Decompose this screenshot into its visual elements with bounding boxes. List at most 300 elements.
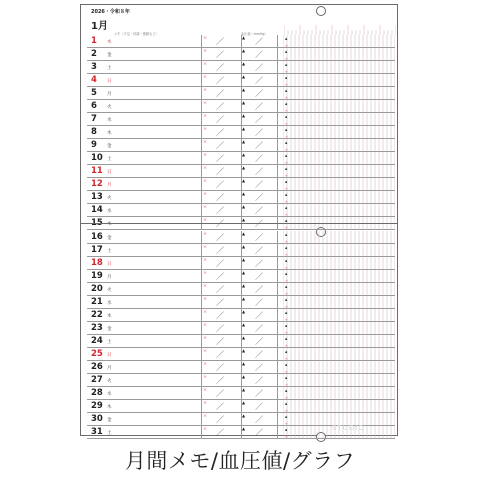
column-divider xyxy=(277,113,278,125)
graph-star-mark: ＊ xyxy=(285,95,289,99)
graph-triangle-mark: ▲ xyxy=(285,401,288,406)
day-number: 19 xyxy=(91,271,103,281)
graph-star-mark: ＊ xyxy=(285,304,289,308)
star-mark: ＊ xyxy=(203,74,207,79)
day-number: 25 xyxy=(91,349,103,359)
column-divider xyxy=(201,322,202,334)
weekday-label: 木 xyxy=(107,40,112,45)
day-number: 12 xyxy=(91,179,103,189)
blood-pressure-graph-grid[interactable] xyxy=(283,244,395,256)
graph-star-mark: ＊ xyxy=(285,225,289,229)
graph-triangle-mark: ▲ xyxy=(285,258,288,263)
graph-star-mark: ＊ xyxy=(285,43,289,47)
bp-evening-slash: ／ xyxy=(255,141,263,150)
triangle-mark: ▲ xyxy=(242,335,246,340)
graph-triangle-mark: ▲ xyxy=(285,271,288,276)
watermark: STUDIO xyxy=(332,424,365,432)
weekday-label: 水 xyxy=(107,118,112,123)
graph-scale-header xyxy=(284,23,396,35)
weekday-label: 金 xyxy=(107,53,112,58)
star-mark: ＊ xyxy=(203,244,207,249)
graph-star-mark: ＊ xyxy=(285,330,289,334)
bp-morning-slash: ／ xyxy=(216,50,224,59)
bp-evening-slash: ／ xyxy=(255,311,263,320)
day-row[interactable] xyxy=(87,165,395,178)
bp-morning-slash: ／ xyxy=(216,350,224,359)
blood-pressure-graph-grid[interactable] xyxy=(283,126,395,138)
column-divider xyxy=(201,296,202,308)
bp-morning-slash: ／ xyxy=(216,259,224,268)
column-divider xyxy=(201,152,202,164)
star-mark: ＊ xyxy=(203,361,207,366)
column-divider xyxy=(277,387,278,399)
column-divider xyxy=(201,270,202,282)
graph-star-mark: ＊ xyxy=(285,278,289,282)
day-number: 8 xyxy=(91,127,97,137)
graph-star-mark: ＊ xyxy=(285,239,289,243)
graph-triangle-mark: ▲ xyxy=(285,62,288,67)
column-divider xyxy=(201,61,202,73)
blood-pressure-graph-grid[interactable] xyxy=(283,74,395,86)
triangle-mark: ▲ xyxy=(242,309,246,314)
column-divider xyxy=(201,231,202,243)
bp-evening-slash: ／ xyxy=(255,350,263,359)
column-divider xyxy=(201,178,202,190)
star-mark: ＊ xyxy=(203,387,207,392)
star-mark: ＊ xyxy=(203,348,207,353)
blood-pressure-graph-grid[interactable] xyxy=(283,152,395,164)
day-number: 13 xyxy=(91,192,103,202)
blood-pressure-graph-grid[interactable] xyxy=(283,361,395,373)
triangle-mark: ▲ xyxy=(242,270,246,275)
column-divider xyxy=(201,204,202,216)
star-mark: ＊ xyxy=(203,165,207,170)
star-mark: ＊ xyxy=(203,374,207,379)
star-mark: ＊ xyxy=(203,426,207,431)
day-number: 22 xyxy=(91,310,103,320)
column-divider xyxy=(277,100,278,112)
day-row[interactable] xyxy=(87,139,395,152)
column-divider xyxy=(201,335,202,347)
triangle-mark: ▲ xyxy=(242,257,246,262)
blood-pressure-graph-grid[interactable] xyxy=(283,374,395,386)
weekday-label: 水 xyxy=(107,392,112,397)
star-mark: ＊ xyxy=(203,309,207,314)
bp-morning-slash: ／ xyxy=(216,167,224,176)
column-divider xyxy=(277,178,278,190)
column-divider xyxy=(201,126,202,138)
weekday-label: 月 xyxy=(107,92,112,97)
day-number: 27 xyxy=(91,375,103,385)
bp-morning-slash: ／ xyxy=(216,76,224,85)
month-title: 1月 xyxy=(91,21,108,32)
graph-triangle-mark: ▲ xyxy=(285,323,288,328)
graph-triangle-mark: ▲ xyxy=(285,192,288,197)
weekday-label: 月 xyxy=(107,366,112,371)
day-row[interactable] xyxy=(87,113,395,126)
column-divider xyxy=(277,74,278,86)
star-mark: ＊ xyxy=(203,152,207,157)
bp-evening-slash: ／ xyxy=(255,376,263,385)
weekday-label: 土 xyxy=(107,66,112,71)
star-mark: ＊ xyxy=(203,400,207,405)
day-row[interactable] xyxy=(87,387,395,400)
weekday-label: 月 xyxy=(107,183,112,188)
triangle-mark: ▲ xyxy=(242,204,246,209)
star-mark: ＊ xyxy=(203,35,207,40)
graph-triangle-mark: ▲ xyxy=(285,179,288,184)
day-row[interactable] xyxy=(87,335,395,348)
triangle-mark: ▲ xyxy=(242,426,246,431)
blood-pressure-graph-grid[interactable] xyxy=(283,335,395,347)
column-divider xyxy=(277,152,278,164)
day-row[interactable] xyxy=(87,244,395,257)
bp-evening-slash: ／ xyxy=(255,428,263,437)
column-divider xyxy=(201,35,202,47)
memo-column-label: メモ（予定・体調・運動など） xyxy=(114,32,159,36)
graph-triangle-mark: ▲ xyxy=(285,127,288,132)
day-row[interactable] xyxy=(87,35,395,48)
bp-morning-slash: ／ xyxy=(216,115,224,124)
graph-star-mark: ＊ xyxy=(285,317,289,321)
triangle-mark: ▲ xyxy=(242,283,246,288)
day-number: 24 xyxy=(91,336,103,346)
blood-pressure-graph-grid[interactable] xyxy=(283,283,395,295)
column-divider xyxy=(277,335,278,347)
graph-star-mark: ＊ xyxy=(285,173,289,177)
triangle-mark: ▲ xyxy=(242,165,246,170)
column-divider xyxy=(201,87,202,99)
column-divider xyxy=(201,309,202,321)
weekday-label: 木 xyxy=(107,131,112,136)
triangle-mark: ▲ xyxy=(242,113,246,118)
graph-triangle-mark: ▲ xyxy=(285,427,288,432)
day-row[interactable] xyxy=(87,178,395,191)
day-row[interactable] xyxy=(87,74,395,87)
blood-pressure-graph-grid[interactable] xyxy=(283,61,395,73)
graph-star-mark: ＊ xyxy=(285,134,289,138)
graph-triangle-mark: ▲ xyxy=(285,414,288,419)
graph-triangle-mark: ▲ xyxy=(285,75,288,80)
weekday-label: 火 xyxy=(107,379,112,384)
column-divider xyxy=(277,374,278,386)
bp-morning-slash: ／ xyxy=(216,415,224,424)
column-divider xyxy=(201,257,202,269)
bp-morning-slash: ／ xyxy=(216,180,224,189)
day-row[interactable] xyxy=(87,348,395,361)
blood-pressure-graph-grid[interactable] xyxy=(283,87,395,99)
triangle-mark: ▲ xyxy=(242,348,246,353)
days-block-2 xyxy=(87,231,395,439)
graph-triangle-mark: ▲ xyxy=(285,166,288,171)
day-row[interactable] xyxy=(87,204,395,217)
day-number: 4 xyxy=(91,75,97,85)
year-label: 2026・令和８年 xyxy=(91,9,130,15)
star-mark: ＊ xyxy=(203,139,207,144)
graph-triangle-mark: ▲ xyxy=(285,362,288,367)
weekday-label: 水 xyxy=(107,209,112,214)
blood-pressure-graph-grid[interactable] xyxy=(283,139,395,151)
bp-evening-slash: ／ xyxy=(255,180,263,189)
day-row[interactable] xyxy=(87,309,395,322)
star-mark: ＊ xyxy=(203,61,207,66)
graph-triangle-mark: ▲ xyxy=(285,49,288,54)
triangle-mark: ▲ xyxy=(242,152,246,157)
weekday-label: 金 xyxy=(107,418,112,423)
blood-pressure-graph-grid[interactable] xyxy=(283,270,395,282)
triangle-mark: ▲ xyxy=(242,387,246,392)
column-divider xyxy=(277,87,278,99)
day-number: 28 xyxy=(91,388,103,398)
bp-evening-slash: ／ xyxy=(255,402,263,411)
column-divider xyxy=(277,126,278,138)
day-number: 9 xyxy=(91,140,97,150)
day-number: 11 xyxy=(91,166,103,176)
bp-morning-slash: ／ xyxy=(216,324,224,333)
star-mark: ＊ xyxy=(203,257,207,262)
column-divider xyxy=(201,165,202,177)
graph-triangle-mark: ▲ xyxy=(285,140,288,145)
bp-evening-slash: ／ xyxy=(255,259,263,268)
blood-pressure-graph-grid[interactable] xyxy=(283,113,395,125)
weekday-label: 木 xyxy=(107,222,112,227)
column-divider xyxy=(201,113,202,125)
column-divider xyxy=(277,361,278,373)
graph-star-mark: ＊ xyxy=(285,382,289,386)
blood-pressure-graph-grid[interactable] xyxy=(283,296,395,308)
day-row[interactable] xyxy=(87,87,395,100)
column-divider xyxy=(201,100,202,112)
star-mark: ＊ xyxy=(203,178,207,183)
graph-star-mark: ＊ xyxy=(285,108,289,112)
star-mark: ＊ xyxy=(203,413,207,418)
days-block-1 xyxy=(87,35,395,230)
day-row[interactable] xyxy=(87,191,395,204)
triangle-mark: ▲ xyxy=(242,178,246,183)
triangle-mark: ▲ xyxy=(242,244,246,249)
day-number: 18 xyxy=(91,258,103,268)
blood-pressure-graph-grid[interactable] xyxy=(283,48,395,60)
triangle-mark: ▲ xyxy=(242,231,246,236)
triangle-mark: ▲ xyxy=(242,35,246,40)
bp-morning-slash: ／ xyxy=(216,219,224,228)
day-row[interactable] xyxy=(87,283,395,296)
bp-morning-slash: ／ xyxy=(216,376,224,385)
bp-evening-slash: ／ xyxy=(255,206,263,215)
bp-evening-slash: ／ xyxy=(255,219,263,228)
triangle-mark: ▲ xyxy=(242,74,246,79)
bp-morning-slash: ／ xyxy=(216,154,224,163)
day-row[interactable] xyxy=(87,48,395,61)
weekday-label: 水 xyxy=(107,301,112,306)
blood-pressure-graph-grid[interactable] xyxy=(283,257,395,269)
blood-pressure-graph-grid[interactable] xyxy=(283,178,395,190)
column-divider xyxy=(277,48,278,60)
bp-morning-slash: ／ xyxy=(216,89,224,98)
triangle-mark: ▲ xyxy=(242,361,246,366)
star-mark: ＊ xyxy=(203,126,207,131)
day-number: 1 xyxy=(91,36,97,46)
bp-morning-slash: ／ xyxy=(216,285,224,294)
day-row[interactable] xyxy=(87,296,395,309)
bp-evening-slash: ／ xyxy=(255,298,263,307)
day-number: 2 xyxy=(91,49,97,59)
triangle-mark: ▲ xyxy=(242,100,246,105)
column-divider xyxy=(201,374,202,386)
star-mark: ＊ xyxy=(203,283,207,288)
weekday-label: 金 xyxy=(107,236,112,241)
graph-star-mark: ＊ xyxy=(285,356,289,360)
day-row[interactable] xyxy=(87,400,395,413)
bp-evening-slash: ／ xyxy=(255,285,263,294)
day-number: 26 xyxy=(91,362,103,372)
blood-pressure-graph-grid[interactable] xyxy=(283,165,395,177)
column-divider xyxy=(201,361,202,373)
day-row[interactable] xyxy=(87,126,395,139)
bp-evening-slash: ／ xyxy=(255,246,263,255)
bp-evening-slash: ／ xyxy=(255,337,263,346)
bp-morning-slash: ／ xyxy=(216,193,224,202)
bp-morning-slash: ／ xyxy=(216,233,224,242)
blood-pressure-graph-grid[interactable] xyxy=(283,100,395,112)
day-row[interactable] xyxy=(87,61,395,74)
column-divider xyxy=(277,204,278,216)
blood-pressure-graph-grid[interactable] xyxy=(283,35,395,47)
binder-hole-top xyxy=(316,6,326,16)
bp-morning-slash: ／ xyxy=(216,311,224,320)
weekday-label: 火 xyxy=(107,105,112,110)
blood-pressure-graph-grid[interactable] xyxy=(283,231,395,243)
weekday-label: 日 xyxy=(107,170,112,175)
day-row[interactable] xyxy=(87,231,395,244)
graph-triangle-mark: ▲ xyxy=(285,310,288,315)
bp-evening-slash: ／ xyxy=(255,63,263,72)
day-number: 23 xyxy=(91,323,103,333)
bp-evening-slash: ／ xyxy=(255,89,263,98)
triangle-mark: ▲ xyxy=(242,374,246,379)
day-number: 29 xyxy=(91,401,103,411)
triangle-mark: ▲ xyxy=(242,61,246,66)
star-mark: ＊ xyxy=(203,48,207,53)
weekday-label: 金 xyxy=(107,327,112,332)
graph-star-mark: ＊ xyxy=(285,212,289,216)
day-row[interactable] xyxy=(87,270,395,283)
star-mark: ＊ xyxy=(203,231,207,236)
column-divider xyxy=(201,48,202,60)
bp-evening-slash: ／ xyxy=(255,415,263,424)
bp-morning-slash: ／ xyxy=(216,141,224,150)
blood-pressure-graph-grid[interactable] xyxy=(283,309,395,321)
bp-evening-slash: ／ xyxy=(255,76,263,85)
graph-star-mark: ＊ xyxy=(285,199,289,203)
day-number: 20 xyxy=(91,284,103,294)
weekday-label: 日 xyxy=(107,262,112,267)
weekday-label: 土 xyxy=(107,340,112,345)
triangle-mark: ▲ xyxy=(242,400,246,405)
graph-triangle-mark: ▲ xyxy=(285,245,288,250)
column-divider xyxy=(201,74,202,86)
graph-triangle-mark: ▲ xyxy=(285,101,288,106)
day-row[interactable] xyxy=(87,257,395,270)
column-divider xyxy=(277,322,278,334)
column-divider xyxy=(277,231,278,243)
weekday-label: 月 xyxy=(107,275,112,280)
day-number: 31 xyxy=(91,427,103,437)
column-divider xyxy=(201,348,202,360)
column-divider xyxy=(201,413,202,425)
weekday-label: 日 xyxy=(107,79,112,84)
graph-star-mark: ＊ xyxy=(285,121,289,125)
column-divider xyxy=(277,165,278,177)
bp-morning-slash: ／ xyxy=(216,298,224,307)
day-number: 15 xyxy=(91,218,103,228)
graph-star-mark: ＊ xyxy=(285,147,289,151)
graph-star-mark: ＊ xyxy=(285,291,289,295)
blood-pressure-graph-grid[interactable] xyxy=(283,400,395,412)
bp-morning-slash: ／ xyxy=(216,37,224,46)
blood-pressure-graph-grid[interactable] xyxy=(283,204,395,216)
day-row[interactable] xyxy=(87,100,395,113)
bp-morning-slash: ／ xyxy=(216,63,224,72)
bp-evening-slash: ／ xyxy=(255,102,263,111)
column-divider xyxy=(201,387,202,399)
bp-evening-slash: ／ xyxy=(255,167,263,176)
blood-pressure-graph-grid[interactable] xyxy=(283,387,395,399)
triangle-mark: ▲ xyxy=(242,139,246,144)
day-row[interactable] xyxy=(87,322,395,335)
weekday-label: 火 xyxy=(107,196,112,201)
bp-morning-slash: ／ xyxy=(216,206,224,215)
blood-pressure-graph-grid[interactable] xyxy=(283,322,395,334)
column-divider xyxy=(201,139,202,151)
star-mark: ＊ xyxy=(203,191,207,196)
column-divider xyxy=(201,244,202,256)
star-mark: ＊ xyxy=(203,100,207,105)
day-row[interactable] xyxy=(87,374,395,387)
graph-star-mark: ＊ xyxy=(285,265,289,269)
column-divider xyxy=(277,400,278,412)
bp-evening-slash: ／ xyxy=(255,233,263,242)
column-divider xyxy=(277,283,278,295)
column-divider xyxy=(277,244,278,256)
blood-pressure-graph-grid[interactable] xyxy=(283,191,395,203)
column-divider xyxy=(277,35,278,47)
day-row[interactable] xyxy=(87,361,395,374)
weekday-label: 木 xyxy=(107,405,112,410)
graph-star-mark: ＊ xyxy=(285,343,289,347)
graph-star-mark: ＊ xyxy=(285,56,289,60)
column-divider xyxy=(277,309,278,321)
column-divider xyxy=(277,139,278,151)
graph-triangle-mark: ▲ xyxy=(285,284,288,289)
bp-morning-slash: ／ xyxy=(216,428,224,437)
graph-triangle-mark: ▲ xyxy=(285,114,288,119)
day-number: 5 xyxy=(91,88,97,98)
bp-evening-slash: ／ xyxy=(255,272,263,281)
bp-morning-slash: ／ xyxy=(216,272,224,281)
column-divider xyxy=(277,191,278,203)
column-divider xyxy=(201,191,202,203)
graph-triangle-mark: ▲ xyxy=(285,153,288,158)
graph-star-mark: ＊ xyxy=(285,421,289,425)
blood-pressure-graph-grid[interactable] xyxy=(283,348,395,360)
day-row[interactable] xyxy=(87,152,395,165)
column-divider xyxy=(277,426,278,438)
blood-pressure-column-label: 血圧値（mmHg） xyxy=(241,32,268,36)
graph-triangle-mark: ▲ xyxy=(285,375,288,380)
bp-evening-slash: ／ xyxy=(255,324,263,333)
day-number: 16 xyxy=(91,232,103,242)
